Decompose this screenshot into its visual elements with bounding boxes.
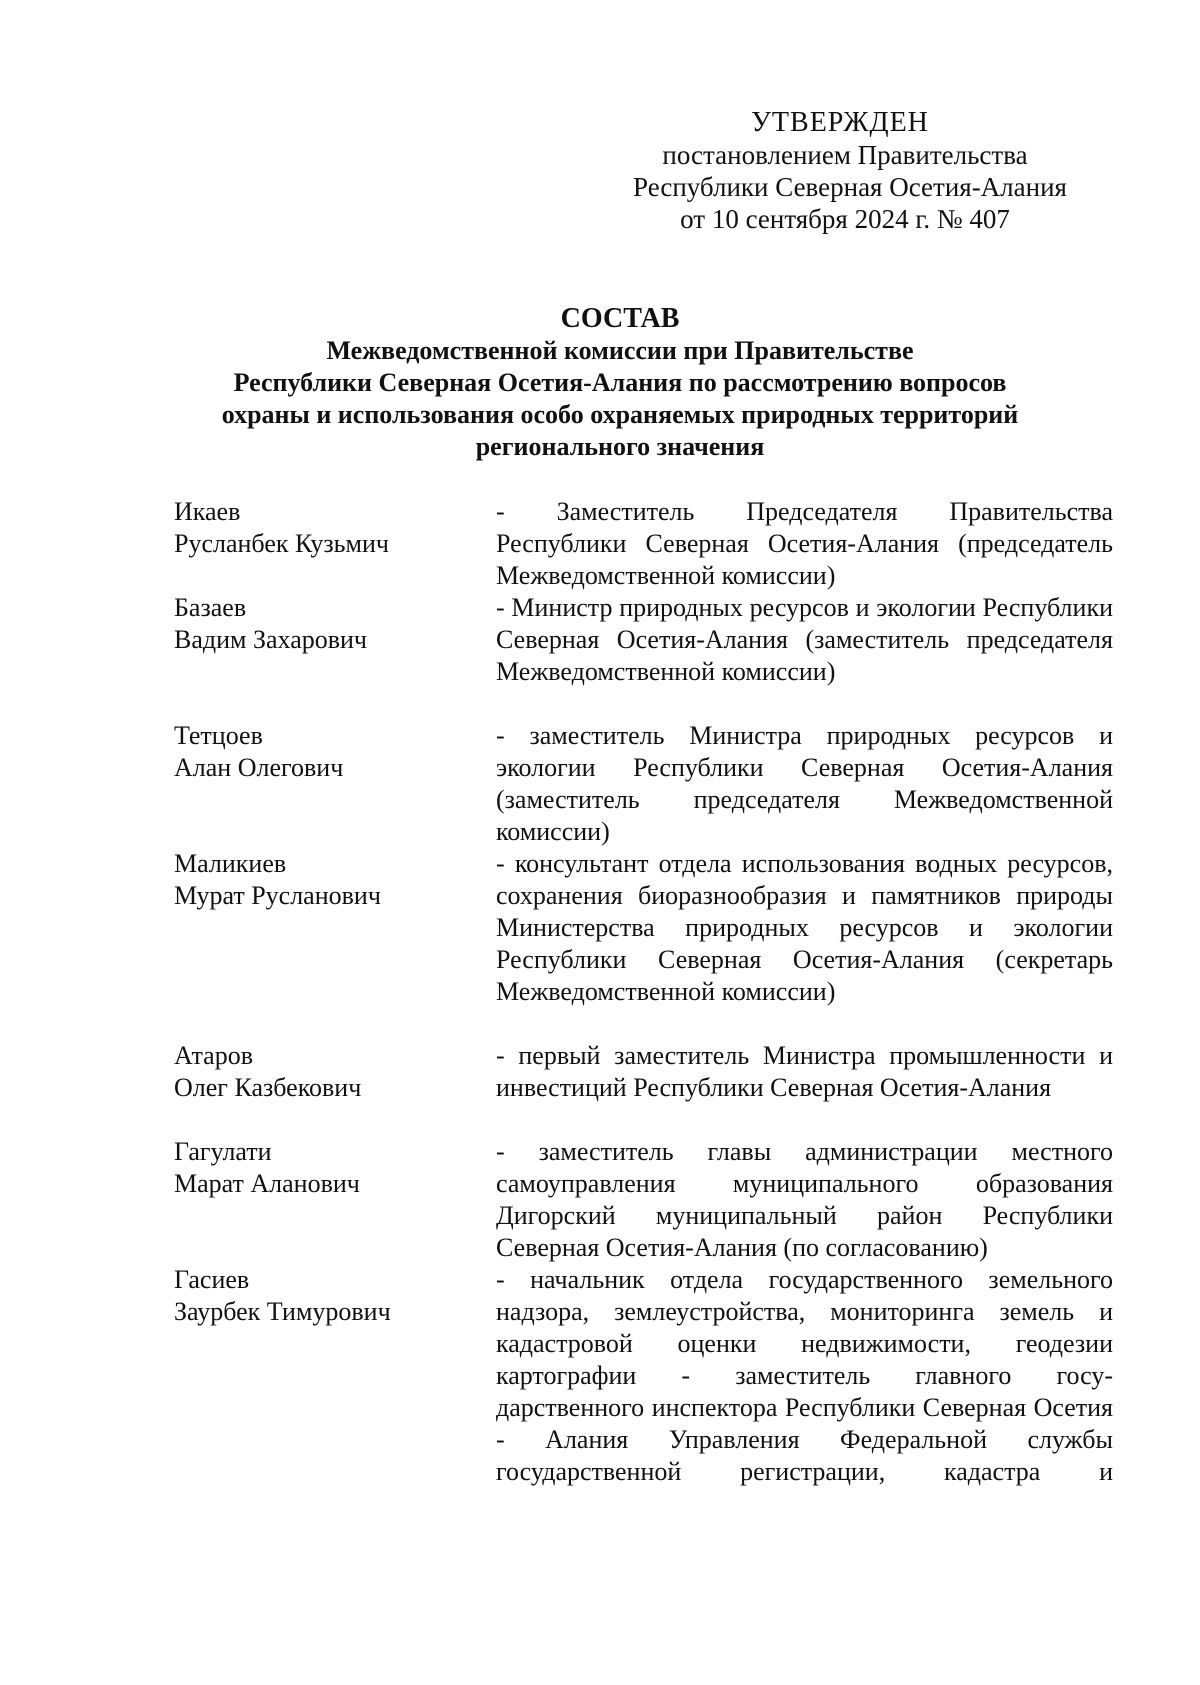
member-surname: Маликиев <box>174 849 287 878</box>
member-surname: Тетцоев <box>174 721 263 750</box>
member-name <box>174 496 496 560</box>
member-role: - Министр природных ресурсов и экологии Республики Северная Осетия-Алания (заместитель председателя Межведомственной комиссии) <box>496 593 1113 686</box>
heading-line: охраны и использования особо охраняемых природных территорий <box>221 400 1019 429</box>
member-name <box>174 1136 496 1200</box>
member-name <box>174 720 496 784</box>
member-given-name: Заурбек Тимурович <box>174 1297 391 1326</box>
member-given-name: Алан Олегович <box>174 753 344 782</box>
member-name <box>174 592 496 656</box>
heading-title: СОСТАВ <box>560 303 680 334</box>
member-surname: Базаев <box>174 593 247 622</box>
member-entry <box>174 848 1120 1036</box>
member-entry <box>174 720 1120 844</box>
member-role: - Заместитель Председателя Правительства Республики Северная Осетия-Алания (председатель Межведомственной комиссии) <box>496 497 1113 590</box>
member-role: - заместитель Министра природных ресурсов и экологии Республики Северная Осетия-Алания (заместитель председателя Межведомственной комиссии) <box>496 721 1113 846</box>
member-name <box>174 1040 496 1104</box>
member-role: - первый заместитель Министра промышленности и инвестиций Республики Северная Осетия-Алания <box>496 1041 1113 1102</box>
member-entry <box>174 1264 1120 1488</box>
approval-line: постановлением Правительства <box>662 140 1028 170</box>
member-name <box>174 848 496 912</box>
member-given-name: Русланбек Кузьмич <box>174 529 389 558</box>
members-list <box>174 496 1120 1488</box>
member-surname: Атаров <box>174 1041 253 1070</box>
approval-title: УТВЕРЖДЕН <box>751 107 929 138</box>
member-entry <box>174 1040 1120 1132</box>
member-given-name: Вадим Захарович <box>174 625 368 654</box>
member-given-name: Мурат Русланович <box>174 881 381 910</box>
member-name <box>174 1264 496 1328</box>
heading-line: Межведомственной комиссии при Правительстве <box>326 336 914 365</box>
member-surname: Гагулати <box>174 1137 272 1166</box>
document-heading <box>140 303 1100 463</box>
member-entry <box>174 592 1120 716</box>
member-surname: Икаев <box>174 497 241 526</box>
member-role: - консультант отдела использования водных ресурсов, сохранения биоразнообразия и памятников природы Министерства природных ресурсов и экологии Республики Северная Осетия-Алания (секретарь Межведомственной комиссии) <box>496 849 1113 1006</box>
approval-line: Республики Северная Осетия-Алания <box>633 172 1067 202</box>
member-given-name: Олег Казбекович <box>174 1073 362 1102</box>
heading-line: регионального значения <box>475 432 765 461</box>
member-surname: Гасиев <box>174 1265 250 1294</box>
heading-line: Республики Северная Осетия-Алания по рассмотрению вопросов <box>233 368 1007 397</box>
approval-stamp <box>600 107 1100 235</box>
member-given-name: Марат Аланович <box>174 1169 360 1198</box>
member-role: - заместитель главы администрации местного самоуправления муниципального образования Дигорский муниципальный район Республики Северная Осетия-Алания (по согласованию) <box>496 1137 1113 1262</box>
member-role: - начальник отдела государственного земельного надзора, землеустройства, мониторинга земель и кадастровой оценки недвижимости, геодезии картографии - заместитель главного госу- дарственного инспектора Республики Северная Осетия - Алания Управления Федеральной службы государственной регистрации, кадастра и <box>496 1265 1113 1486</box>
member-entry <box>174 496 1120 588</box>
approval-date-number: от 10 сентября 2024 г. № 407 <box>680 204 1010 234</box>
member-entry <box>174 1136 1120 1260</box>
